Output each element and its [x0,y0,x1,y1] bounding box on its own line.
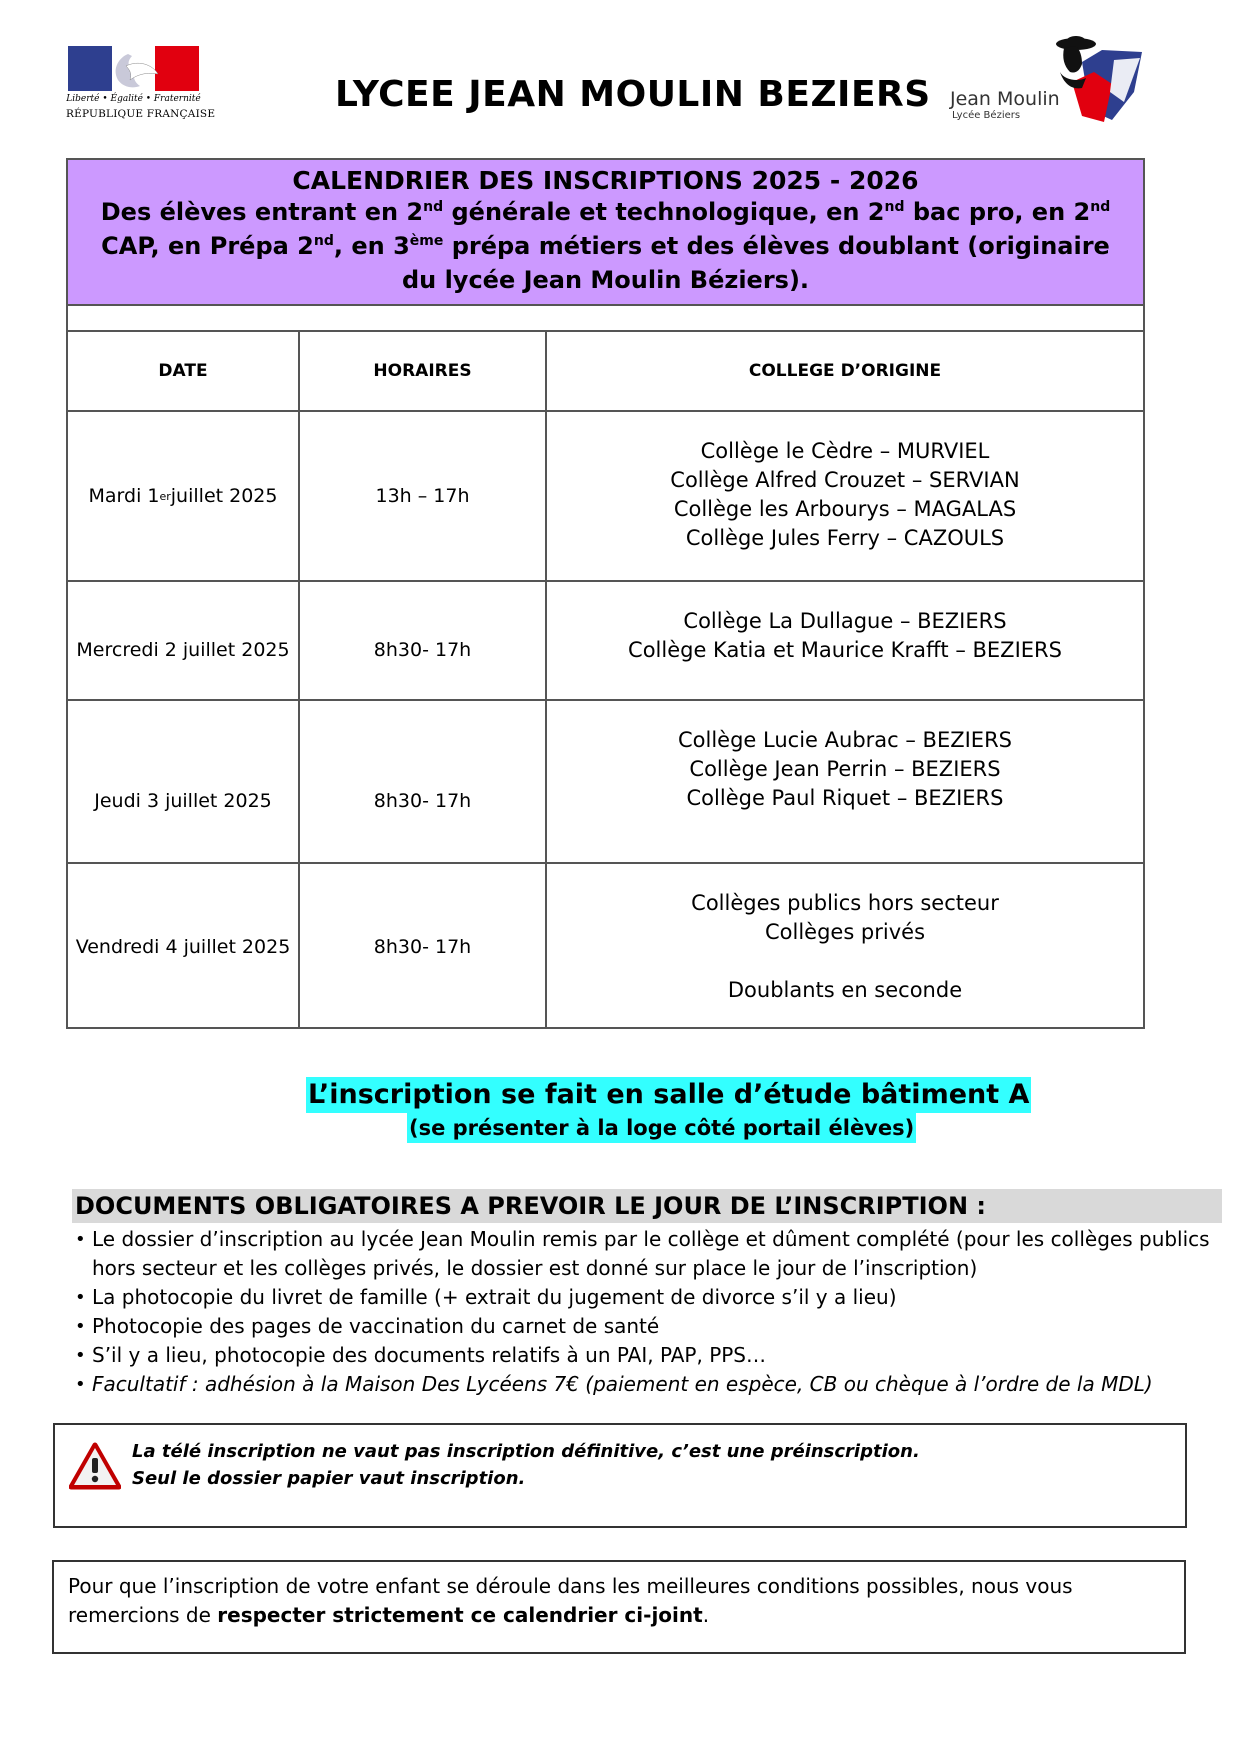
header-date: DATE [158,361,208,381]
row-2-colleges [547,607,1143,665]
note-text-1: Pour que l’inscription de votre enfant se déroule dans les meilleures conditions possibles, nous vous [68,1574,1073,1598]
jean-moulin-silhouette-icon [1042,32,1152,127]
row-3-hours: 8h30- 17h [373,790,472,812]
college-name: Collège le Cèdre – MURVIEL [700,439,990,463]
row-1-colleges [547,437,1143,553]
list-item: • Le dossier d’inscription au lycée Jean Moulin remis par le collège et dûment complété (pour les collèges publics hors secteur et les collèges privés, le dossier est donné sur place le jour de l’inscription) [72,1225,1232,1283]
row-4-date: Vendredi 4 juillet 2025 [75,935,291,958]
row-1-hours: 13h – 17h [375,485,470,507]
row-3-date: Jeudi 3 juillet 2025 [94,790,272,812]
location-info: L’inscription se fait en salle d’étude bâtiment A [306,1077,1031,1113]
spacer-row [68,306,1143,332]
warning-box [53,1423,1187,1528]
jm-logo-name: Jean Moulin [950,88,1060,110]
college-name: Collège La Dullague – BEZIERS [683,609,1007,633]
calendar-subtitle-line-3: du lycée Jean Moulin Béziers). [401,266,810,294]
row-4-hours: 8h30- 17h [373,935,472,958]
header-hours: HORAIRES [373,361,472,381]
college-name: Collège Katia et Maurice Krafft – BEZIERS [628,638,1062,662]
row-3-colleges [547,726,1143,813]
warning-text-1: La télé inscription ne vaut pas inscription définitive, c’est une préinscription. [132,1441,920,1462]
documents-title: DOCUMENTS OBLIGATOIRES A PREVOIR LE JOUR DE L’INSCRIPTION : [72,1189,1222,1223]
marianne-flag-icon [68,46,199,91]
warning-text-2: Seul le dossier papier vaut inscription. [132,1468,526,1489]
list-item: • Facultatif : adhésion à la Maison Des Lycéens 7€ (paiement en espèce, CB ou chèque à l’ordre de la MDL) [72,1370,1232,1399]
header-college: COLLEGE D’ORIGINE [748,361,942,381]
college-name: Collège Paul Riquet – BEZIERS [686,786,1004,810]
row-2-hours: 8h30- 17h [373,639,472,661]
rf-name: RÉPUBLIQUE FRANÇAISE [66,108,216,120]
list-item: • La photocopie du livret de famille (+ extrait du jugement de divorce s’il y a lieu) [72,1283,1232,1312]
list-item: • S’il y a lieu, photocopie des documents relatifs à un PAI, PAP, PPS… [72,1341,1232,1370]
jm-logo-sub: Lycée Béziers [952,110,1021,121]
warning-triangle-icon [69,1442,121,1490]
list-item: • Photocopie des pages de vaccination du carnet de santé [72,1312,1232,1341]
note-text-2: remercions de respecter strictement ce calendrier ci-joint. [68,1603,710,1627]
calendar-header-band [68,160,1143,306]
calendar-subtitle-line-2: CAP, en Prépa 2nd, en 3ème prépa métiers et des élèves doublant (originaire [101,232,1110,260]
documents-list [72,1225,1232,1399]
calendar-subtitle-line-1: Des élèves entrant en 2nd générale et technologique, en 2nd bac pro, en 2nd [100,198,1111,226]
page-title: LYCEE JEAN MOULIN BEZIERS [335,74,931,115]
note-emphasis: respecter strictement ce calendrier ci-joint [217,1603,703,1627]
row-1-date: Mardi 1 er juillet 2025 [88,485,278,507]
college-name: Collège Jules Ferry – CAZOULS [685,526,1005,550]
row-4-colleges [547,889,1143,1005]
location-hint: (se présenter à la loge côté portail élèves) [407,1113,916,1143]
calendar-title: CALENDRIER DES INSCRIPTIONS 2025 - 2026 [292,166,919,195]
schedule-table [66,158,1145,1029]
republique-francaise-logo [66,46,216,126]
row-2-date: Mercredi 2 juillet 2025 [76,639,290,661]
note-box [52,1560,1186,1654]
rf-motto: Liberté • Égalité • Fraternité [66,94,201,104]
jean-moulin-logo [950,32,1150,132]
college-name: Collèges privés [764,920,926,944]
college-name: Collège les Arbourys – MAGALAS [673,497,1017,521]
blank-line [547,947,1143,976]
college-name: Doublants en seconde [727,978,963,1002]
college-name: Collèges publics hors secteur [691,891,999,915]
college-name: Collège Alfred Crouzet – SERVIAN [670,468,1020,492]
college-name: Collège Lucie Aubrac – BEZIERS [678,728,1012,752]
college-name: Collège Jean Perrin – BEZIERS [689,757,1001,781]
